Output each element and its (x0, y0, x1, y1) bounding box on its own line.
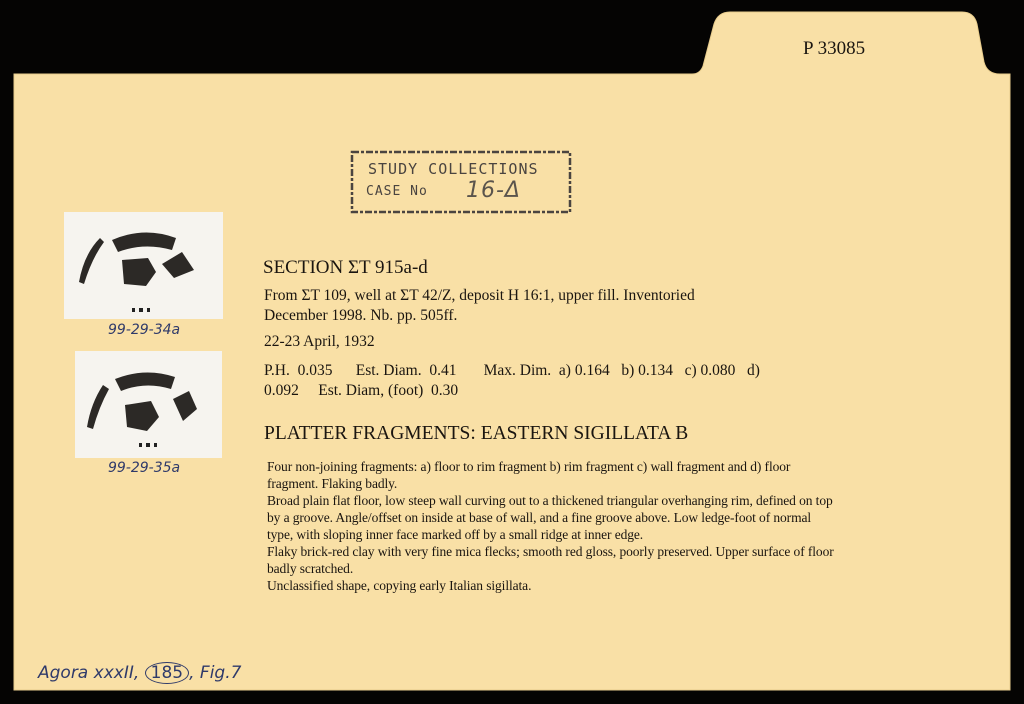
stamp-case-value: 16-Δ (466, 178, 521, 203)
object-heading: PLATTER FRAGMENTS: EASTERN SIGILLATA B (264, 423, 689, 444)
description-line: Broad plain flat floor, low steep wall curving out to a thickened triangular overhanging rim, defined on top (267, 493, 833, 508)
sherd-rim (79, 238, 104, 284)
sherd-floor-rim (112, 232, 176, 252)
sherd-wall (125, 401, 159, 431)
publication-reference (38, 662, 241, 684)
excavation-date: 22-23 April, 1932 (264, 333, 375, 350)
catalog-number: P 33085 (803, 38, 866, 59)
description-line: by a groove. Angle/offset on inside at base of wall, and a fine groove above. Low ledge-foot of normal (267, 510, 812, 525)
sherd-floor (162, 252, 194, 278)
sherd-floor-rim (115, 372, 175, 391)
provenance-line: From ΣT 109, well at ΣT 42/Z, deposit H 16:1, upper fill. Inventoried (264, 287, 695, 304)
sherd-wall (122, 258, 156, 286)
dimensions-line: 0.092 Est. Diam, (foot) 0.30 (264, 382, 459, 399)
stamp-study-collections: STUDY COLLECTIONS (368, 160, 539, 178)
scale-bar-tick (135, 308, 139, 312)
fragment-photo (64, 212, 223, 319)
stamp-case-label: CASE No (366, 184, 428, 199)
scale-bar-tick (142, 443, 146, 447)
publication-suffix: , Fig.7 (189, 663, 242, 683)
section-label: SECTION ΣT 915a-d (263, 257, 428, 278)
description-line: Unclassified shape, copying early Italian sigillata. (267, 578, 532, 593)
photo-caption: 99-29-34a (108, 322, 181, 338)
description-line: badly scratched. (267, 561, 354, 576)
circled-number: 185 (145, 662, 189, 684)
scale-bar (139, 443, 157, 447)
description-line: Flaky brick-red clay with very fine mica flecks; smooth red gloss, poorly preserved. Upper surface of floor (267, 544, 834, 559)
dimensions-line: P.H. 0.035 Est. Diam. 0.41 Max. Dim. a) 0.164 b) 0.134 c) 0.080 d) (264, 362, 760, 379)
fragment-photo (75, 351, 222, 458)
sherd-fragments-image (64, 212, 223, 319)
photo-caption: 99-29-35a (108, 460, 181, 476)
description-line: type, with sloping inner face marked off by a small ridge at inner edge. (267, 527, 644, 542)
description-line: fragment. Flaking badly. (267, 476, 398, 491)
scale-bar-tick (150, 443, 154, 447)
scale-bar-tick (143, 308, 147, 312)
sherd-fragments-image (75, 351, 222, 458)
description-line: Four non-joining fragments: a) floor to rim fragment b) rim fragment c) wall fragment and d) floor (267, 459, 791, 474)
sherd-rim (87, 385, 109, 429)
sherd-floor (173, 391, 197, 421)
provenance-line: December 1998. Nb. pp. 505ff. (264, 307, 458, 324)
scale-bar (132, 308, 150, 312)
publication-prefix: Agora xxxII, (38, 663, 140, 683)
